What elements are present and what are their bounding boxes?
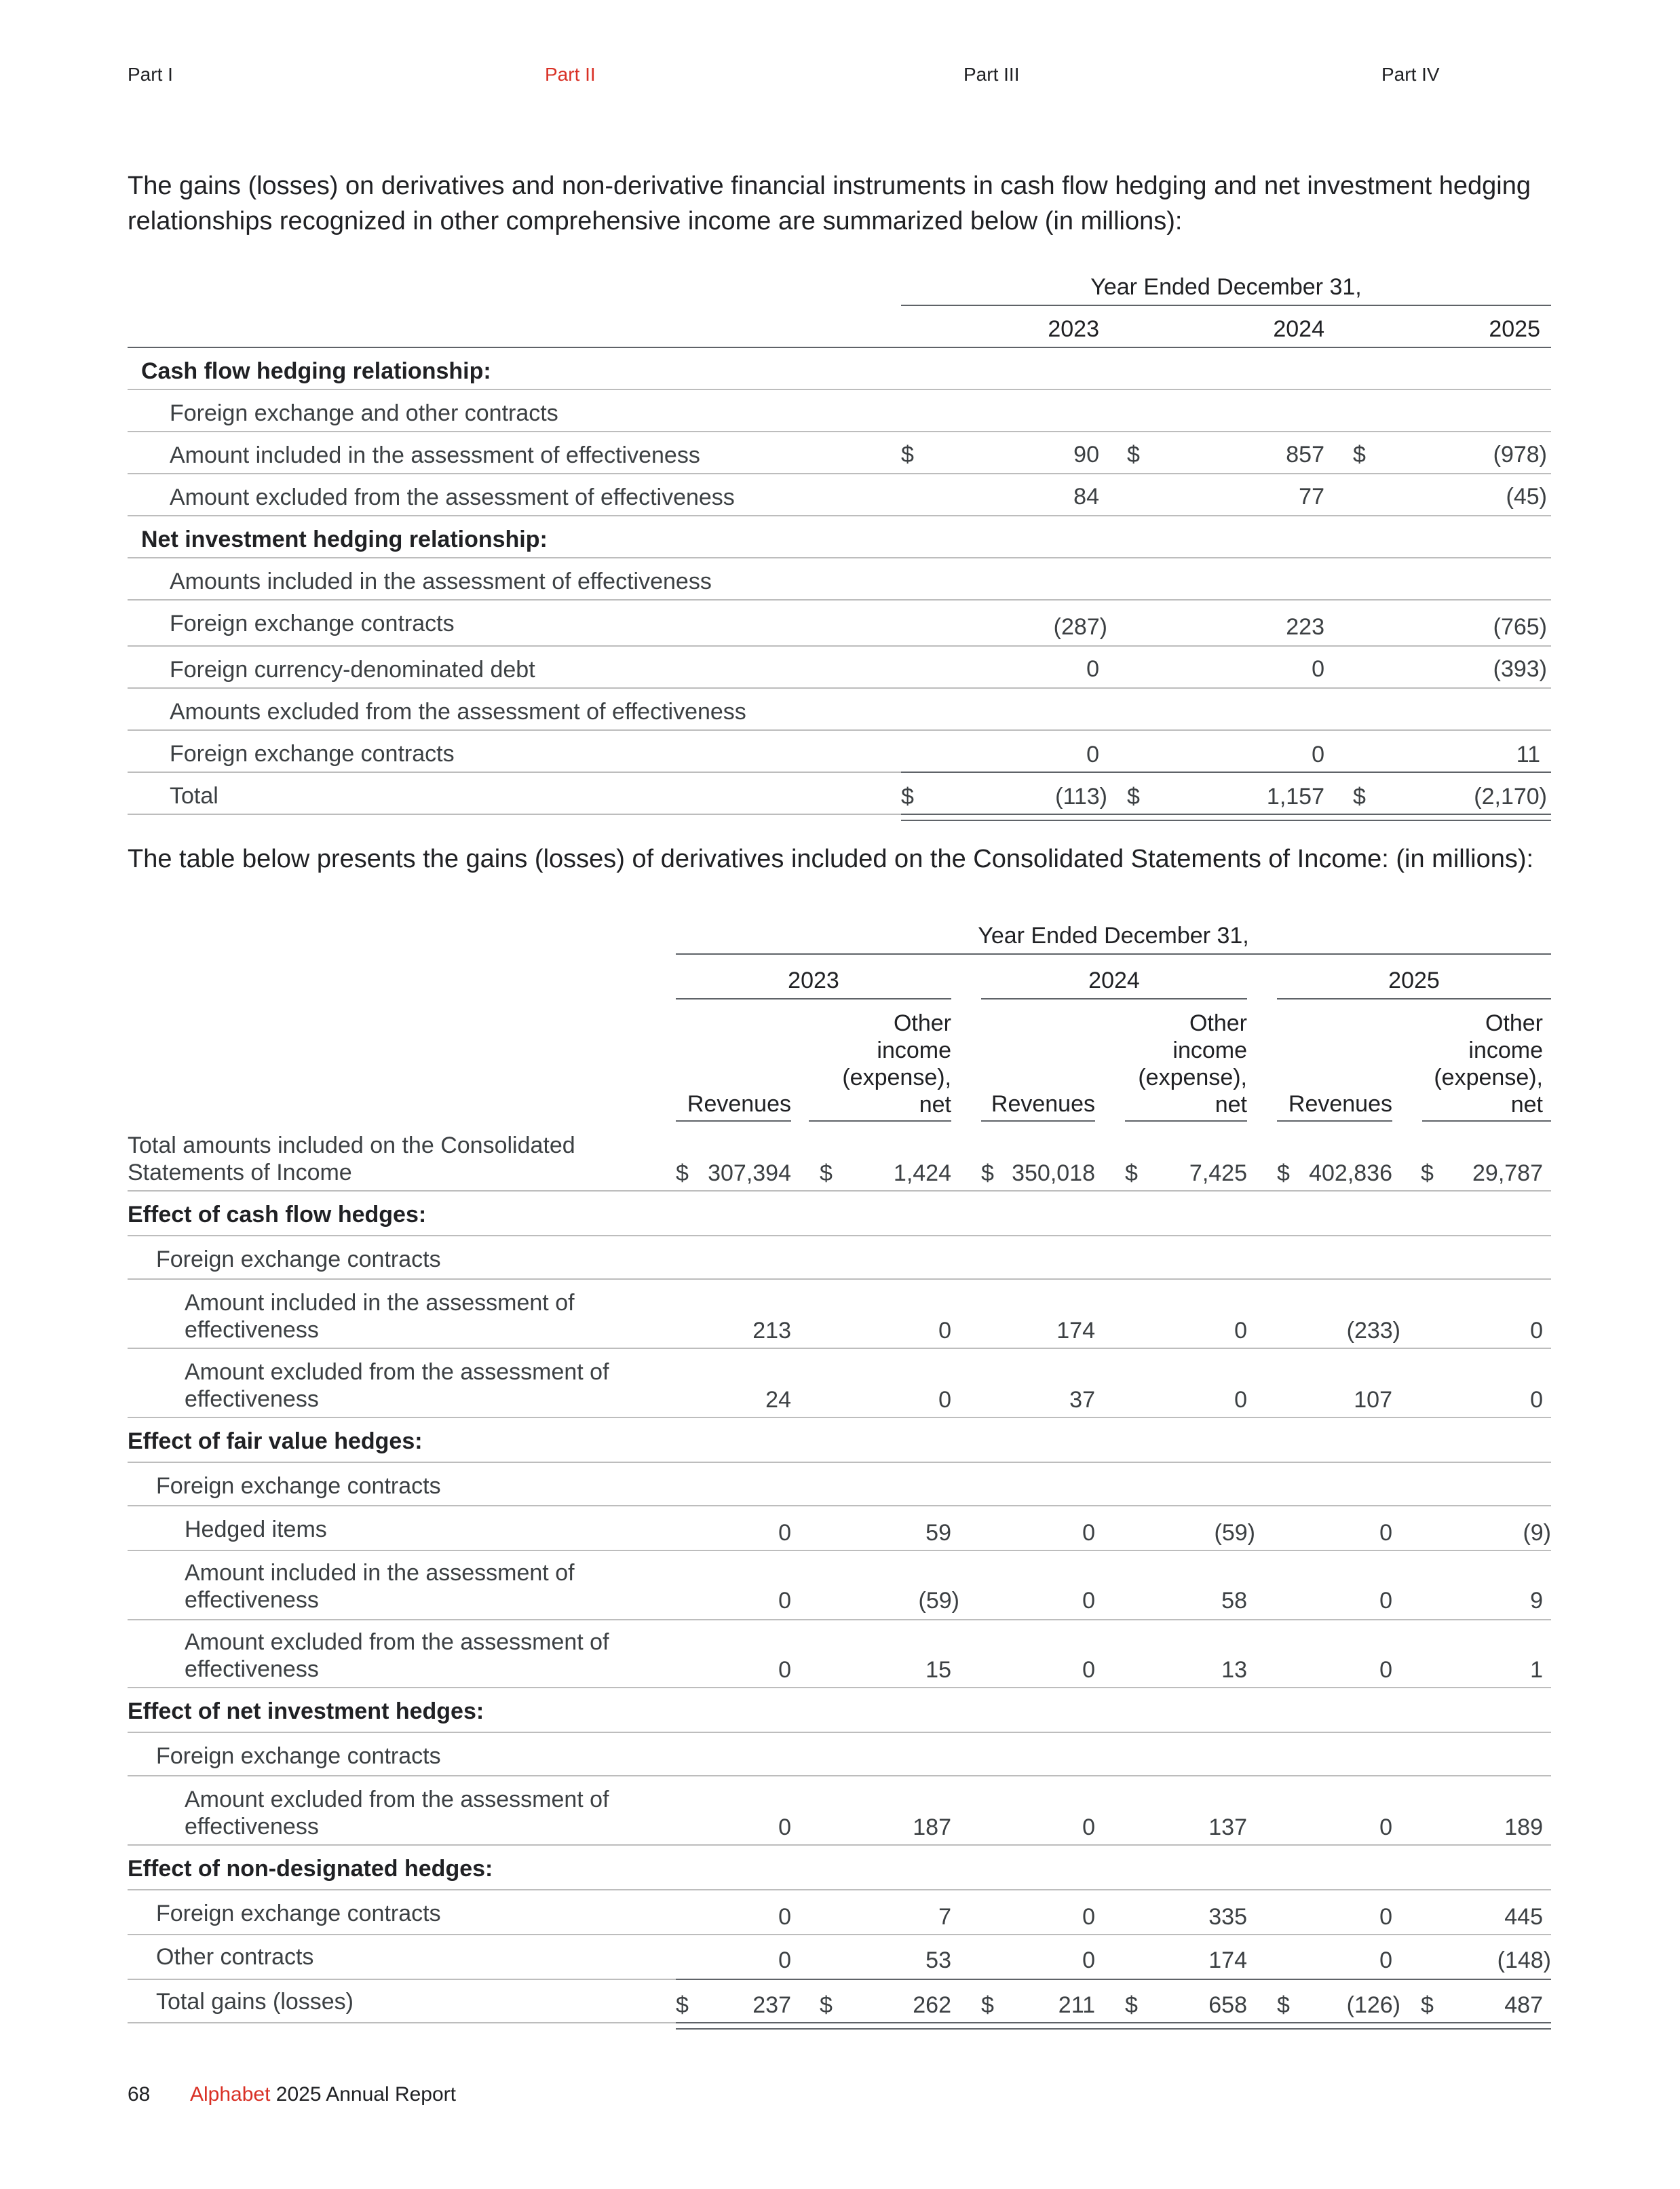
currency-symbol: $ bbox=[820, 1992, 833, 2018]
cell: 53 bbox=[925, 1947, 951, 1973]
table2-col-other-2025 bbox=[1407, 1010, 1543, 1118]
intro-paragraph-1: The gains (losses) on derivatives and non-derivative financial instruments in cash flow hedging and net investment hedging relationships recognized in other comprehensive income are summarized below (in millions): bbox=[128, 172, 1531, 235]
table1-total-2024: 1,157 bbox=[1266, 784, 1324, 810]
cell: 0 bbox=[1379, 1947, 1392, 1973]
row-divider bbox=[128, 1505, 1551, 1506]
cell: 0 bbox=[938, 1318, 951, 1344]
cell: 0 bbox=[1379, 1588, 1392, 1614]
cell: 9 bbox=[1530, 1588, 1543, 1614]
table2-fairvalue-header: Effect of fair value hedges: bbox=[128, 1428, 423, 1454]
table2-total-included-rev-2025: 402,836 bbox=[1309, 1160, 1392, 1186]
currency-symbol: $ bbox=[1127, 784, 1140, 810]
row-divider bbox=[128, 1462, 1551, 1463]
cell: 0 bbox=[778, 1814, 791, 1840]
currency-symbol: $ bbox=[820, 1160, 833, 1186]
table2-year-2023: 2023 bbox=[788, 968, 839, 993]
nav-part-1[interactable]: Part I bbox=[128, 64, 173, 85]
table1-fx-contracts-excluded-label: Foreign exchange contracts bbox=[170, 741, 455, 767]
table2-total-included-rev-2024: 350,018 bbox=[1012, 1160, 1095, 1186]
table1-amount-included-2024: 857 bbox=[1286, 442, 1324, 468]
row-divider bbox=[128, 1550, 1551, 1551]
table1-year-2024: 2024 bbox=[1273, 316, 1324, 342]
cell: 37 bbox=[1069, 1387, 1095, 1413]
table1-fx-contracts-excluded-2025: 11 bbox=[1516, 742, 1540, 767]
total-rule bbox=[676, 2022, 1551, 2023]
cell: 0 bbox=[1379, 1520, 1392, 1546]
row-divider bbox=[128, 1417, 1551, 1418]
nav-part-2[interactable]: Part II bbox=[545, 64, 596, 85]
col-other-line: (expense), bbox=[842, 1065, 951, 1090]
table2-ni-fx-label: Foreign exchange contracts bbox=[156, 1743, 441, 1769]
currency-symbol: $ bbox=[1125, 1992, 1138, 2018]
cell: 0 bbox=[1082, 1588, 1095, 1614]
row-divider bbox=[128, 1844, 1551, 1846]
row-divider bbox=[128, 729, 1551, 731]
table2-cf-excl-label-1: Amount excluded from the assessment of bbox=[185, 1359, 609, 1385]
table1-amounts-included-label: Amounts included in the assessment of effectiveness bbox=[170, 569, 712, 594]
table2-total-rev-2024: 211 bbox=[1058, 1992, 1095, 2018]
cell: 0 bbox=[1379, 1657, 1392, 1683]
table1-amounts-excluded-label: Amounts excluded from the assessment of effectiveness bbox=[170, 699, 746, 725]
cell: 7 bbox=[938, 1904, 951, 1930]
table2-col-other-2024 bbox=[1111, 1010, 1247, 1118]
col-rule bbox=[676, 1120, 791, 1122]
page-number: 68 bbox=[128, 2083, 151, 2106]
intro-paragraph-2: The table below presents the gains (losses) of derivatives included on the Consolidated Statements of Income: (in millions): bbox=[128, 845, 1534, 873]
table2-total-other-2024: 658 bbox=[1208, 1992, 1247, 2018]
currency-symbol: $ bbox=[1421, 1992, 1434, 2018]
table2-ni-excl-label-2: effectiveness bbox=[185, 1814, 319, 1840]
row-divider bbox=[128, 389, 1551, 390]
table1-period-rule bbox=[901, 305, 1551, 306]
cell: 0 bbox=[1530, 1387, 1543, 1413]
row-divider bbox=[128, 1775, 1551, 1776]
table2-fv-excl-label-2: effectiveness bbox=[185, 1656, 319, 1682]
currency-symbol: $ bbox=[1277, 1992, 1290, 2018]
cell: 0 bbox=[1379, 1904, 1392, 1930]
currency-symbol: $ bbox=[1421, 1160, 1434, 1186]
cell: 0 bbox=[1082, 1657, 1095, 1683]
cell: 189 bbox=[1504, 1814, 1543, 1840]
col-other-line: (expense), bbox=[1434, 1065, 1543, 1090]
table2-total-included-label-2: Statements of Income bbox=[128, 1160, 352, 1185]
cell: (59) bbox=[918, 1588, 959, 1614]
table2-nd-fx-label: Foreign exchange contracts bbox=[156, 1901, 441, 1926]
table2-ni-excl-label-1: Amount excluded from the assessment of bbox=[185, 1787, 609, 1812]
cell: (9) bbox=[1523, 1520, 1551, 1546]
table2-total-rev-2023: 237 bbox=[752, 1992, 791, 2018]
table2-total-other-2023: 262 bbox=[913, 1992, 951, 2018]
cell: 0 bbox=[778, 1520, 791, 1546]
col-other-line: income bbox=[1172, 1038, 1247, 1063]
cell: (59) bbox=[1214, 1520, 1255, 1546]
table1-fx-other-label: Foreign exchange and other contracts bbox=[170, 400, 558, 426]
cell: (233) bbox=[1346, 1318, 1400, 1344]
cell: 0 bbox=[1082, 1904, 1095, 1930]
row-divider bbox=[128, 1235, 1551, 1236]
table2-col-other-2023 bbox=[816, 1010, 951, 1118]
footer-brand: Alphabet bbox=[190, 2083, 271, 2106]
table2-cf-excl-label-2: effectiveness bbox=[185, 1386, 319, 1412]
table2-fv-incl-label-1: Amount included in the assessment of bbox=[185, 1560, 575, 1586]
table2-col-revenues-2023: Revenues bbox=[687, 1091, 791, 1117]
cell: 0 bbox=[1234, 1387, 1247, 1413]
currency-symbol: $ bbox=[676, 1160, 689, 1186]
table2-total-rev-2025: (126) bbox=[1346, 1992, 1400, 2018]
cell: 59 bbox=[925, 1520, 951, 1546]
col-other-line: net bbox=[919, 1092, 951, 1118]
currency-symbol: $ bbox=[981, 1992, 994, 2018]
col-other-line: net bbox=[1510, 1092, 1543, 1118]
cell: 213 bbox=[752, 1318, 791, 1344]
year-rule bbox=[981, 998, 1247, 1000]
cell: 0 bbox=[1379, 1814, 1392, 1840]
year-rule bbox=[676, 998, 951, 1000]
cell: 0 bbox=[938, 1387, 951, 1413]
table2-total-included-label-1: Total amounts included on the Consolidated bbox=[128, 1132, 575, 1158]
table1-header-rule bbox=[128, 347, 1551, 348]
subtotal-rule bbox=[901, 772, 1551, 773]
table1-fx-contracts-label: Foreign exchange contracts bbox=[170, 611, 455, 636]
cell: 174 bbox=[1208, 1947, 1247, 1973]
cell: 0 bbox=[1234, 1318, 1247, 1344]
row-divider bbox=[128, 1979, 676, 1980]
row-divider bbox=[128, 557, 1551, 558]
row-divider bbox=[128, 1687, 1551, 1688]
table2-total-label: Total gains (losses) bbox=[156, 1989, 354, 2015]
row-divider bbox=[128, 772, 901, 773]
row-divider bbox=[128, 473, 1551, 474]
col-other-line: net bbox=[1215, 1092, 1247, 1118]
table2-netinvestment-header: Effect of net investment hedges: bbox=[128, 1698, 484, 1724]
cell: 0 bbox=[1530, 1318, 1543, 1344]
table2-nondesignated-header: Effect of non-designated hedges: bbox=[128, 1856, 493, 1882]
currency-symbol: $ bbox=[1127, 442, 1140, 468]
currency-symbol: $ bbox=[676, 1992, 689, 2018]
cell: 0 bbox=[778, 1947, 791, 1973]
table2-cf-incl-label-1: Amount included in the assessment of bbox=[185, 1290, 575, 1316]
total-double-rule bbox=[676, 2028, 1551, 2030]
total-double-rule bbox=[901, 820, 1551, 821]
currency-symbol: $ bbox=[981, 1160, 994, 1186]
table2-period-rule bbox=[676, 953, 1551, 955]
cell: 0 bbox=[1082, 1814, 1095, 1840]
cell: 13 bbox=[1221, 1657, 1247, 1683]
row-divider bbox=[128, 645, 1551, 647]
nav-part-3[interactable]: Part III bbox=[963, 64, 1020, 85]
cell: 174 bbox=[1056, 1318, 1095, 1344]
row-divider bbox=[128, 1732, 1551, 1733]
table2-total-other-2025: 487 bbox=[1504, 1992, 1543, 2018]
col-other-line: (expense), bbox=[1138, 1065, 1247, 1090]
cell: 58 bbox=[1221, 1588, 1247, 1614]
currency-symbol: $ bbox=[1353, 442, 1366, 468]
table2-nd-other-label: Other contracts bbox=[156, 1944, 314, 1970]
table1-amount-included-2023: 90 bbox=[1073, 442, 1099, 468]
table1-fc-debt-2025: (393) bbox=[1493, 656, 1547, 682]
row-divider bbox=[128, 2022, 676, 2023]
col-other-line: income bbox=[1468, 1038, 1543, 1063]
year-rule bbox=[1277, 998, 1551, 1000]
row-divider bbox=[128, 814, 901, 815]
col-rule bbox=[1277, 1120, 1392, 1122]
cell: 0 bbox=[778, 1657, 791, 1683]
table2-cf-fx-label: Foreign exchange contracts bbox=[156, 1246, 441, 1272]
table1-fc-debt-2023: 0 bbox=[1086, 656, 1099, 682]
cell: 0 bbox=[1082, 1947, 1095, 1973]
table1-fx-contracts-2024: 223 bbox=[1286, 614, 1324, 640]
table1-net-investment-header: Net investment hedging relationship: bbox=[141, 527, 548, 552]
col-rule bbox=[1422, 1120, 1551, 1122]
table2-col-revenues-2025: Revenues bbox=[1288, 1091, 1392, 1117]
table1-year-2023: 2023 bbox=[1048, 316, 1099, 342]
cell: 0 bbox=[778, 1904, 791, 1930]
cell: 445 bbox=[1504, 1904, 1543, 1930]
cell: 24 bbox=[765, 1387, 791, 1413]
col-other-line: income bbox=[877, 1038, 951, 1063]
currency-symbol: $ bbox=[1277, 1160, 1290, 1186]
table2-total-included-other-2023: 1,424 bbox=[893, 1160, 951, 1186]
table1-fx-contracts-excluded-2024: 0 bbox=[1312, 742, 1324, 767]
table2-year-2025: 2025 bbox=[1388, 968, 1440, 993]
table2-fv-incl-label-2: effectiveness bbox=[185, 1587, 319, 1613]
currency-symbol: $ bbox=[1125, 1160, 1138, 1186]
col-rule bbox=[1125, 1120, 1247, 1122]
row-divider bbox=[128, 515, 1551, 516]
cell: 187 bbox=[913, 1814, 951, 1840]
table1-amount-included-label: Amount included in the assessment of effectiveness bbox=[170, 442, 700, 468]
table1-amount-excluded-2025: (45) bbox=[1506, 484, 1547, 510]
row-divider bbox=[128, 1278, 1551, 1280]
cell: (148) bbox=[1497, 1947, 1551, 1973]
table1-fx-contracts-excluded-2023: 0 bbox=[1086, 742, 1099, 767]
row-divider bbox=[128, 1619, 1551, 1620]
cell: 0 bbox=[1082, 1520, 1095, 1546]
cell: 137 bbox=[1208, 1814, 1247, 1840]
col-rule bbox=[809, 1120, 951, 1122]
cell: 107 bbox=[1354, 1387, 1392, 1413]
table2-fv-fx-label: Foreign exchange contracts bbox=[156, 1473, 441, 1499]
currency-symbol: $ bbox=[1353, 784, 1366, 810]
table2-fv-excl-label-1: Amount excluded from the assessment of bbox=[185, 1629, 609, 1655]
table2-cf-incl-label-2: effectiveness bbox=[185, 1317, 319, 1343]
col-other-line: Other bbox=[1485, 1010, 1543, 1036]
cell: 0 bbox=[778, 1588, 791, 1614]
table1-amount-excluded-2023: 84 bbox=[1073, 484, 1099, 510]
table1-total-2023: (113) bbox=[1055, 784, 1107, 810]
table1-total-2025: (2,170) bbox=[1474, 784, 1547, 810]
total-rule bbox=[901, 814, 1551, 815]
nav-part-4[interactable]: Part IV bbox=[1381, 64, 1440, 85]
table2-total-included-other-2024: 7,425 bbox=[1189, 1160, 1247, 1186]
currency-symbol: $ bbox=[901, 442, 914, 468]
row-divider bbox=[128, 1190, 1551, 1192]
row-divider bbox=[128, 687, 1551, 689]
table1-amount-included-2025: (978) bbox=[1493, 442, 1547, 468]
table2-total-included-other-2025: 29,787 bbox=[1472, 1160, 1543, 1186]
row-divider bbox=[128, 1934, 1551, 1935]
row-divider bbox=[128, 1889, 1551, 1890]
table1-fc-debt-2024: 0 bbox=[1312, 656, 1324, 682]
cell: 15 bbox=[925, 1657, 951, 1683]
subtotal-rule bbox=[676, 1979, 1551, 1980]
table2-total-included-rev-2023: 307,394 bbox=[708, 1160, 791, 1186]
row-divider bbox=[128, 431, 1551, 432]
table1-fx-contracts-2023: (287) bbox=[1053, 614, 1107, 640]
col-other-line: Other bbox=[893, 1010, 951, 1036]
table1-fc-debt-label: Foreign currency-denominated debt bbox=[170, 657, 535, 683]
col-rule bbox=[981, 1120, 1095, 1122]
table1-total-label: Total bbox=[170, 783, 218, 809]
cell: 335 bbox=[1208, 1904, 1247, 1930]
table2-year-2024: 2024 bbox=[1088, 968, 1140, 993]
table1-amount-excluded-2024: 77 bbox=[1299, 484, 1324, 510]
row-divider bbox=[128, 599, 1551, 601]
footer-report: 2025 Annual Report bbox=[275, 2083, 456, 2106]
table2-period-header: Year Ended December 31, bbox=[978, 923, 1249, 949]
row-divider bbox=[128, 1348, 1551, 1349]
table2-col-revenues-2024: Revenues bbox=[991, 1091, 1095, 1117]
table2-fv-hedged-label: Hedged items bbox=[185, 1517, 327, 1542]
footer-report-title bbox=[190, 2083, 456, 2106]
table2-cashflow-header: Effect of cash flow hedges: bbox=[128, 1202, 427, 1227]
table1-amount-excluded-label: Amount excluded from the assessment of effectiveness bbox=[170, 484, 735, 510]
cell: 1 bbox=[1530, 1657, 1543, 1683]
col-other-line: Other bbox=[1189, 1010, 1247, 1036]
table1-period-header: Year Ended December 31, bbox=[1090, 274, 1362, 300]
currency-symbol: $ bbox=[901, 784, 914, 810]
table1-year-2025: 2025 bbox=[1489, 316, 1540, 342]
table1-fx-contracts-2025: (765) bbox=[1493, 614, 1547, 640]
table1-cashflow-header: Cash flow hedging relationship: bbox=[141, 358, 491, 384]
